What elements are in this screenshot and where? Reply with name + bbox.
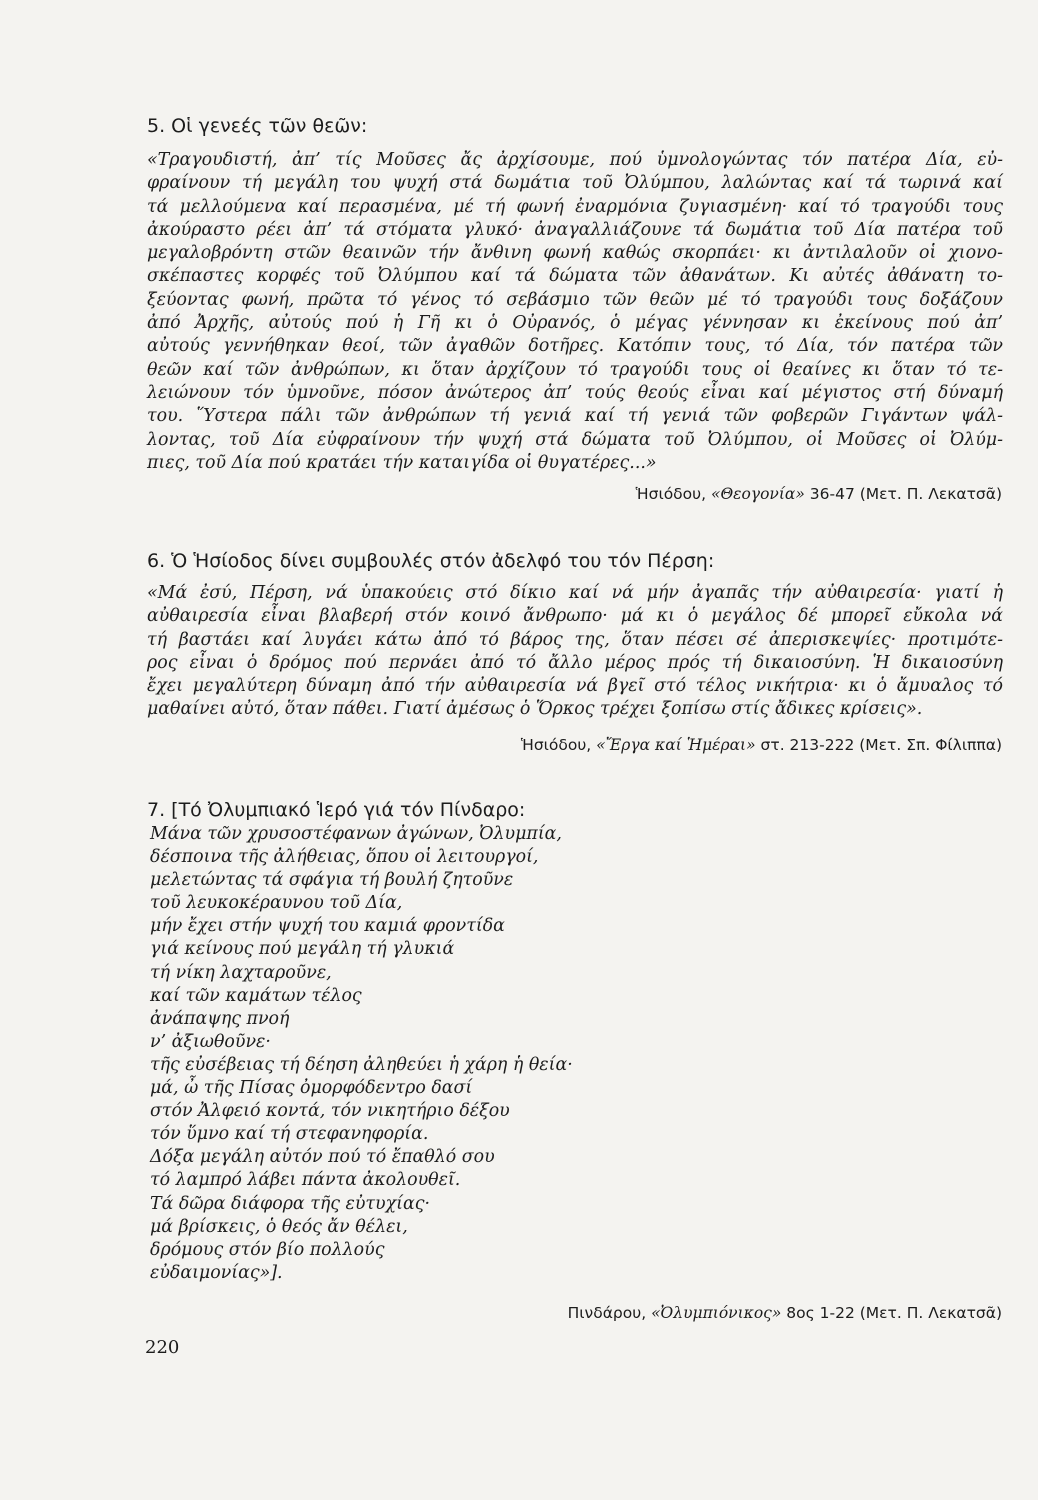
credit-work: «Θεογονία»	[710, 485, 805, 503]
section-5-line: «Τραγουδιστή, ἀπ’ τίς Μοῦσες ἄς ἀρχίσουμε, πού ὑμνολογώντας τόν πατέρα Δία, εὐ-	[147, 150, 1003, 170]
credit-author: Ἡσιόδου,	[520, 736, 597, 754]
section-7-poem	[150, 823, 573, 1285]
section-5-line: φραίνουν τή μεγάλη του ψυχή στά δωμάτια τοῦ Ὀλύμπου, λαλώντας καί τά τωρινά καί	[147, 173, 1003, 194]
poem-line: δρόμους στόν βίο πολλούς	[150, 1239, 385, 1260]
poem-line: τοῦ λευκοκέραυνου τοῦ Δία,	[150, 893, 403, 914]
section-6-line: «Μά ἐσύ, Πέρση, νά ὑπακούεις στό δίκιο καί νά μήν ἀγαπᾶς τήν αὐθαιρεσία· γιατί ἡ	[147, 583, 1003, 603]
section-5-line: λοντας, τοῦ Δία εὐφραίνουν τήν ψυχή στά δώματα τοῦ Ὀλύμπου, οἱ Μοῦσες οἱ Ὀλύμ-	[147, 429, 1003, 450]
poem-line: μά βρίσκεις, ὁ θεός ἄν θέλει,	[150, 1216, 408, 1237]
section-5-line: ἀκούραστο ρέει ἀπ’ τά στόματα γλυκό· ἀναγαλλιάζουνε τά δωμάτια τοῦ Δία πατέρα τοῦ	[147, 219, 1003, 240]
poem-line: εὐδαιμονίας»].	[150, 1262, 283, 1283]
section-6-title: 6. Ὁ Ἡσίοδος δίνει συμβουλές στόν ἀδελφό του τόν Πέρση:	[147, 550, 715, 572]
section-5-line: ξεύοντας φωνή, πρῶτα τό γένος τό σεβάσμιο τῶν θεῶν μέ τό τραγούδι τους δοξάζουν	[147, 289, 1003, 310]
page-number: 220	[145, 1337, 180, 1358]
poem-line: Μάνα τῶν χρυσοστέφανων ἀγώνων, Ὀλυμπία,	[150, 824, 562, 844]
section-6-line: ρος εἶναι ὁ δρόμος πού περνάει ἀπό τό ἄλλο μέρος πρός τή δικαιοσύνη. Ἡ δικαιοσύνη	[147, 652, 1003, 673]
section-5-credit	[636, 484, 1002, 504]
poem-line: ἀνάπαψης πνοή	[150, 1008, 290, 1029]
poem-line: τό λαμπρό λάβει πάντα ἀκολουθεῖ.	[150, 1170, 461, 1191]
section-6-line: αὐθαιρεσία εἶναι βλαβερή στόν κοινό ἄνθρωπο· μά κι ὁ μεγάλος δέ μπορεῖ εὔκολα νά	[147, 606, 1003, 627]
section-5-line: μεγαλοβρόντη στῶν θεαινῶν τήν ἄνθινη φωνή καθώς σκορπάει· κι ἀντιλαλοῦν οἱ χιονο-	[147, 243, 1003, 264]
section-5-line: λειώνουν τόν ὑμνοῦνε, πόσον ἀνώτερος ἀπ’ τούς θεούς εἶναι καί μέγιστος στή δύναμή	[147, 382, 1003, 403]
poem-line: τῆς εὐσέβειας τή δέηση ἀληθεύει ἡ χάρη ἡ θεία·	[150, 1054, 573, 1075]
poem-line: γιά κείνους πού μεγάλη τή γλυκιά	[150, 939, 455, 960]
poem-line: μά, ὦ τῆς Πίσας ὀμορφόδεντρο δασί	[150, 1078, 473, 1099]
section-5-title: 5. Οἱ γενεές τῶν θεῶν:	[147, 115, 368, 137]
credit-work: «Ὀλυμπιόνικος»	[651, 1304, 782, 1322]
section-7-title: 7. [Τό Ὀλυμπιακό Ἱερό γιά τόν Πίνδαρο:	[147, 799, 526, 821]
section-5-line: αὐτούς γεννήθηκαν θεοί, τῶν ἀγαθῶν δοτῆρες. Κατόπιν τους, τό Δία, τόν πατέρα τῶν	[147, 336, 1003, 357]
section-6-line: τή βαστάει καί λυγάει κάτω ἀπό τό βάρος της, ὅταν πέσει σέ ἀπερισκεψίες· προτιμότε-	[147, 629, 1003, 650]
credit-details: 8ος 1-22 (Μετ. Π. Λεκατσᾶ)	[781, 1304, 1002, 1322]
section-5-line: του. Ὕστερα πάλι τῶν ἀνθρώπων τή γενιά καί τή γενιά τῶν φοβερῶν Γιγάντων ψάλ-	[147, 406, 1003, 427]
section-5-line: ἀπό Ἀρχῆς, αὐτούς πού ἡ Γῆ κι ὁ Οὐρανός, ὁ μέγας γέννησαν κι ἐκείνους πού ἀπ’	[147, 313, 1003, 334]
poem-line: Δόξα μεγάλη αὐτόν πού τό ἔπαθλό σου	[150, 1147, 495, 1168]
section-6-text	[147, 582, 1003, 722]
section-5-line: σκέπαστες κορφές τοῦ Ὀλύμπου καί τά δώματα τῶν ἀθανάτων. Κι αὐτές ἀθάνατη το-	[147, 266, 1003, 287]
poem-line: τόν ὕμνο καί τή στεφανηφορία.	[150, 1124, 429, 1145]
section-6-line: ἔχει μεγαλύτερη δύναμη ἀπό τήν αὐθαιρεσία νά βγεῖ στό τέλος νικήτρια· κι ὁ ἄμυαλος τό	[147, 676, 1003, 697]
credit-author: Πινδάρου,	[567, 1304, 652, 1322]
poem-line: μήν ἔχει στήν ψυχή του καμιά φροντίδα	[150, 916, 505, 937]
poem-line: μελετώντας τά σφάγια τή βουλή ζητοῦνε	[150, 870, 514, 891]
section-5-line: θεῶν καί τῶν ἀνθρώπων, κι ὅταν ἀρχίζουν τό τραγούδι τους οἱ θεαίνες κι ὅταν τό τε-	[147, 359, 1003, 380]
credit-work: «Ἔργα καί Ἡμέραι»	[596, 736, 756, 754]
section-5-line: τά μελλούμενα καί περασμένα, μέ τή φωνή ἐναρμόνια ζυγιασμένη· καί τό τραγούδι τους	[147, 196, 1003, 217]
poem-line: ν’ ἀξιωθοῦνε·	[150, 1031, 271, 1052]
credit-details: 36-47 (Μετ. Π. Λεκατσᾶ)	[804, 485, 1002, 503]
poem-line: καί τῶν καμάτων τέλος	[150, 985, 362, 1006]
section-6-line: μαθαίνει αὐτό, ὅταν πάθει. Γιατί ἀμέσως ὁ Ὅρκος τρέχει ξοπίσω στίς ἄδικες κρίσεις».	[147, 699, 923, 720]
section-5-text	[147, 149, 1003, 475]
section-7-credit	[568, 1303, 1002, 1323]
section-5-line: πιες, τοῦ Δία πού κρατάει τήν καταιγίδα οἱ θυγατέρες...»	[147, 452, 657, 473]
poem-line: δέσποινα τῆς ἀλήθειας, ὅπου οἱ λειτουργοί,	[150, 847, 539, 868]
section-6-credit	[521, 735, 1002, 755]
credit-author: Ἡσιόδου,	[635, 485, 711, 503]
poem-line: τή νίκη λαχταροῦνε,	[150, 962, 332, 983]
poem-line: Τά δῶρα διάφορα τῆς εὐτυχίας·	[150, 1193, 430, 1214]
credit-details: στ. 213-222 (Μετ. Σπ. Φίλιππα)	[755, 736, 1002, 754]
poem-line: στόν Ἀλφειό κοντά, τόν νικητήριο δέξου	[150, 1101, 510, 1122]
